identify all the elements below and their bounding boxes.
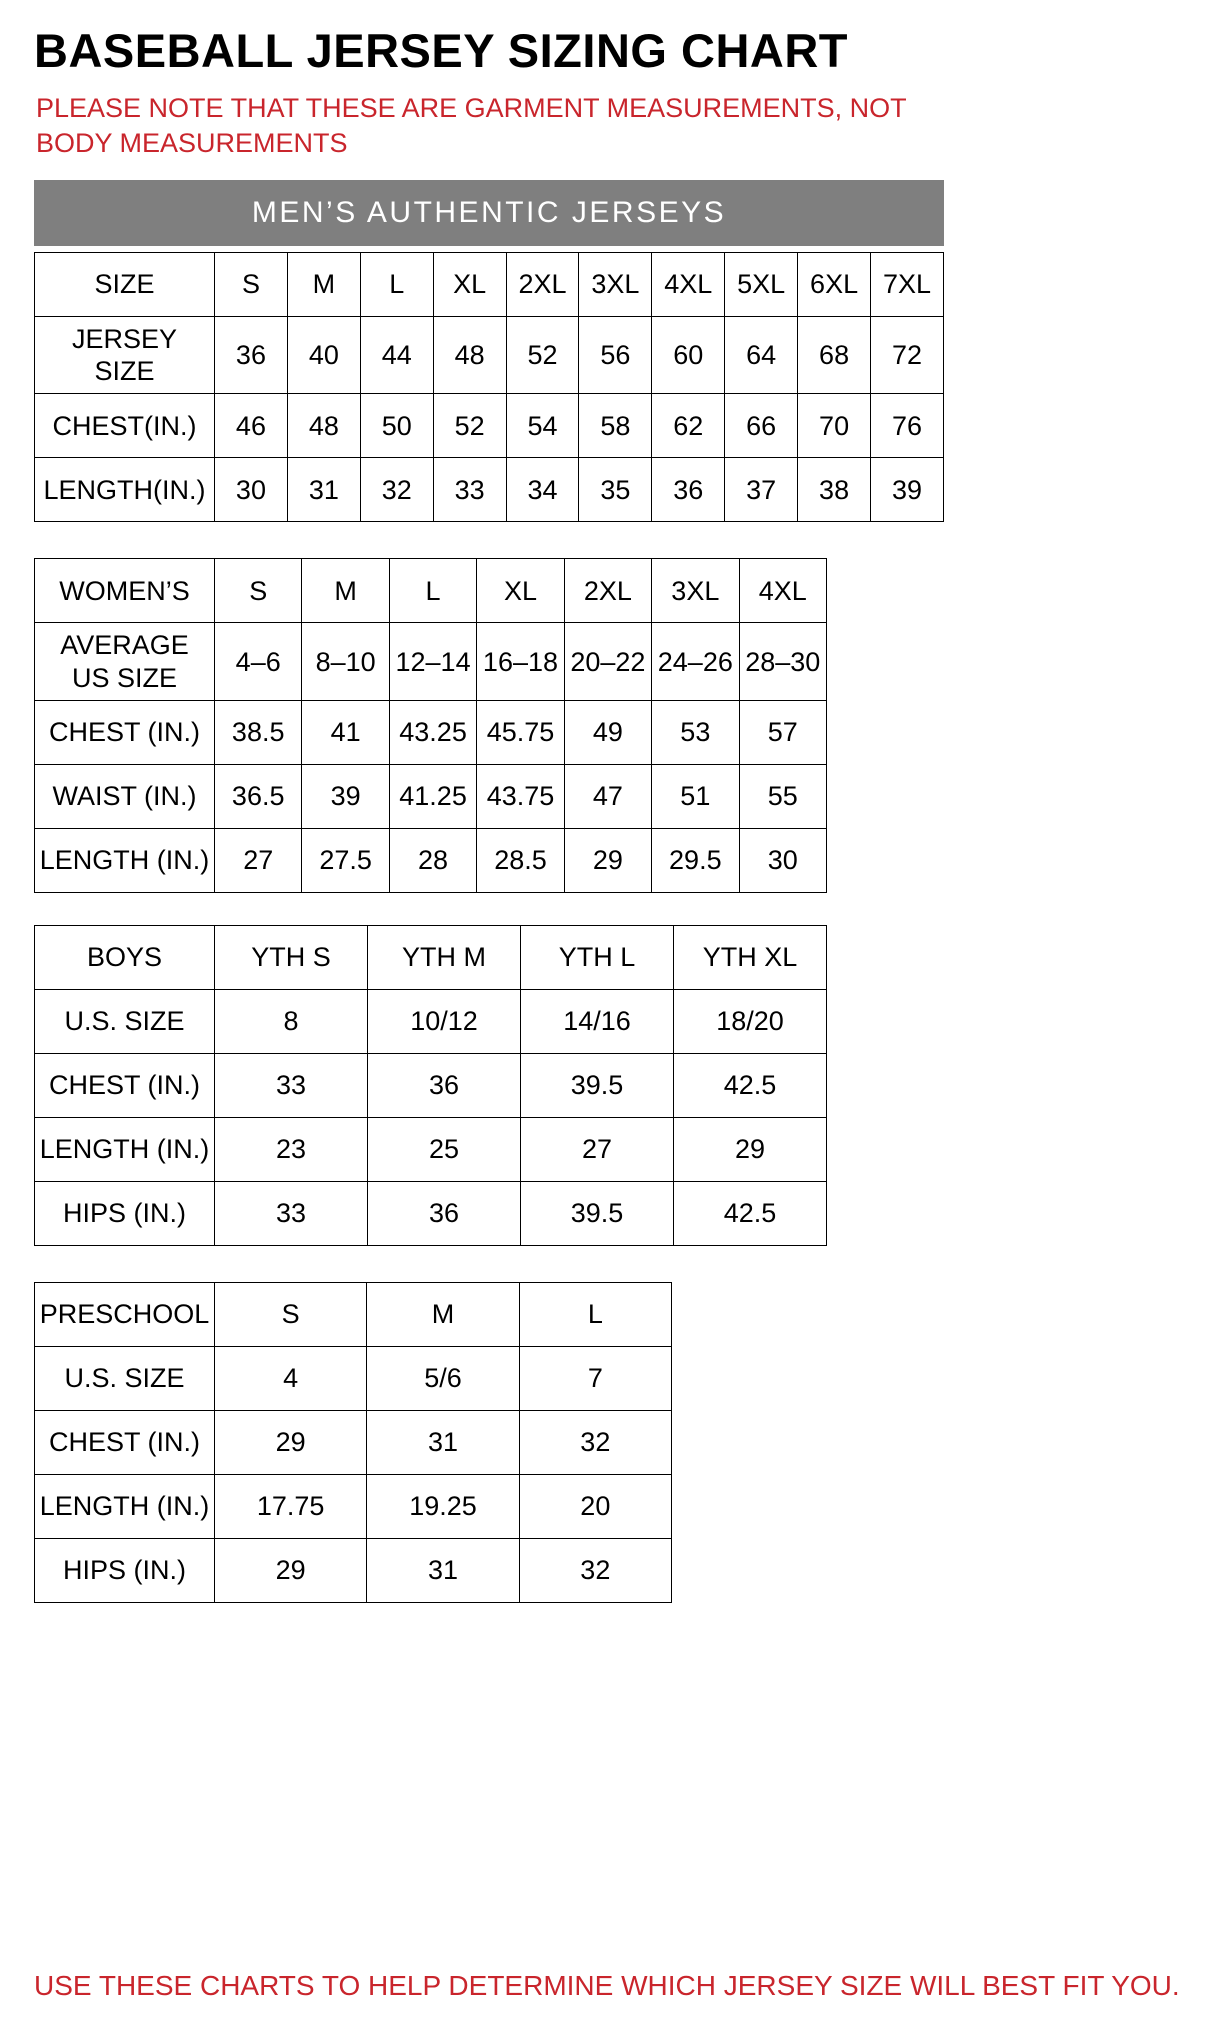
column-header: S bbox=[215, 1283, 367, 1347]
table-row bbox=[35, 1118, 827, 1182]
table-cell: 16–18 bbox=[477, 623, 564, 701]
preschool-table-label: PRESCHOOL bbox=[35, 1283, 215, 1347]
table-cell: 39.5 bbox=[521, 1182, 674, 1246]
table-cell: 27.5 bbox=[302, 829, 389, 893]
table-cell: 38 bbox=[798, 458, 871, 522]
table-cell: 10/12 bbox=[368, 990, 521, 1054]
table-cell: 33 bbox=[215, 1054, 368, 1118]
table-cell: 30 bbox=[215, 458, 288, 522]
table-row bbox=[35, 1411, 672, 1475]
table-cell: 58 bbox=[579, 394, 652, 458]
table-cell: 20–22 bbox=[564, 623, 651, 701]
table-row bbox=[35, 701, 827, 765]
row-label: WAIST (IN.) bbox=[35, 765, 215, 829]
table-cell: 27 bbox=[215, 829, 302, 893]
table-cell: 76 bbox=[871, 394, 944, 458]
table-cell: 29 bbox=[215, 1411, 367, 1475]
table-cell: 25 bbox=[368, 1118, 521, 1182]
table-cell: 35 bbox=[579, 458, 652, 522]
preschool-header-row bbox=[35, 1283, 672, 1347]
table-cell: 28–30 bbox=[739, 623, 826, 701]
table-cell: 37 bbox=[725, 458, 798, 522]
column-header: S bbox=[215, 559, 302, 623]
column-header: 3XL bbox=[652, 559, 739, 623]
table-cell: 39 bbox=[302, 765, 389, 829]
column-header: YTH L bbox=[521, 926, 674, 990]
column-header: L bbox=[389, 559, 476, 623]
row-label: HIPS (IN.) bbox=[35, 1539, 215, 1603]
table-cell: 55 bbox=[739, 765, 826, 829]
boys-table-label: BOYS bbox=[35, 926, 215, 990]
row-label: LENGTH(IN.) bbox=[35, 458, 215, 522]
table-cell: 39.5 bbox=[521, 1054, 674, 1118]
table-cell: 41.25 bbox=[389, 765, 476, 829]
column-header: 6XL bbox=[798, 252, 871, 316]
table-cell: 32 bbox=[519, 1411, 671, 1475]
table-cell: 51 bbox=[652, 765, 739, 829]
table-cell: 23 bbox=[215, 1118, 368, 1182]
row-label: AVERAGE US SIZE bbox=[35, 623, 215, 701]
column-header: 2XL bbox=[564, 559, 651, 623]
table-cell: 68 bbox=[798, 316, 871, 394]
column-header: S bbox=[215, 252, 288, 316]
table-cell: 24–26 bbox=[652, 623, 739, 701]
table-cell: 4–6 bbox=[215, 623, 302, 701]
table-cell: 4 bbox=[215, 1347, 367, 1411]
boys-sizing-table bbox=[34, 925, 827, 1246]
table-cell: 27 bbox=[521, 1118, 674, 1182]
table-cell: 46 bbox=[215, 394, 288, 458]
womens-sizing-table bbox=[34, 558, 827, 893]
table-cell: 33 bbox=[215, 1182, 368, 1246]
row-label: CHEST(IN.) bbox=[35, 394, 215, 458]
table-cell: 64 bbox=[725, 316, 798, 394]
table-cell: 28.5 bbox=[477, 829, 564, 893]
column-header: 4XL bbox=[739, 559, 826, 623]
table-cell: 33 bbox=[433, 458, 506, 522]
table-row bbox=[35, 316, 944, 394]
table-cell: 48 bbox=[287, 394, 360, 458]
mens-table-banner: MEN’S AUTHENTIC JERSEYS bbox=[34, 180, 944, 246]
table-cell: 29 bbox=[564, 829, 651, 893]
table-cell: 17.75 bbox=[215, 1475, 367, 1539]
table-cell: 41 bbox=[302, 701, 389, 765]
table-cell: 32 bbox=[360, 458, 433, 522]
table-row bbox=[35, 1539, 672, 1603]
footer-note: USE THESE CHARTS TO HELP DETERMINE WHICH JERSEY SIZE WILL BEST FIT YOU. bbox=[34, 1970, 1180, 2002]
table-row bbox=[35, 829, 827, 893]
mens-sizing-table bbox=[34, 252, 944, 523]
column-header: YTH M bbox=[368, 926, 521, 990]
table-cell: 56 bbox=[579, 316, 652, 394]
table-cell: 50 bbox=[360, 394, 433, 458]
table-cell: 8 bbox=[215, 990, 368, 1054]
column-header: M bbox=[287, 252, 360, 316]
column-header: 2XL bbox=[506, 252, 579, 316]
table-cell: 31 bbox=[367, 1539, 519, 1603]
column-header: XL bbox=[477, 559, 564, 623]
table-cell: 29 bbox=[215, 1539, 367, 1603]
column-header: M bbox=[367, 1283, 519, 1347]
column-header: YTH XL bbox=[674, 926, 827, 990]
table-cell: 52 bbox=[433, 394, 506, 458]
row-label: LENGTH (IN.) bbox=[35, 1118, 215, 1182]
column-header: XL bbox=[433, 252, 506, 316]
column-header: 5XL bbox=[725, 252, 798, 316]
table-cell: 72 bbox=[871, 316, 944, 394]
table-cell: 36 bbox=[368, 1054, 521, 1118]
table-cell: 8–10 bbox=[302, 623, 389, 701]
table-row bbox=[35, 1475, 672, 1539]
column-header: 7XL bbox=[871, 252, 944, 316]
table-cell: 47 bbox=[564, 765, 651, 829]
table-row bbox=[35, 990, 827, 1054]
table-cell: 31 bbox=[367, 1411, 519, 1475]
table-cell: 48 bbox=[433, 316, 506, 394]
column-header: L bbox=[360, 252, 433, 316]
table-cell: 36 bbox=[368, 1182, 521, 1246]
table-cell: 54 bbox=[506, 394, 579, 458]
table-row bbox=[35, 458, 944, 522]
table-cell: 62 bbox=[652, 394, 725, 458]
table-row bbox=[35, 1054, 827, 1118]
table-cell: 30 bbox=[739, 829, 826, 893]
garment-measurements-note: PLEASE NOTE THAT THESE ARE GARMENT MEASUREMENTS, NOT BODY MEASUREMENTS bbox=[36, 93, 907, 159]
table-cell: 36 bbox=[215, 316, 288, 394]
table-cell: 40 bbox=[287, 316, 360, 394]
table-cell: 42.5 bbox=[674, 1054, 827, 1118]
column-header: M bbox=[302, 559, 389, 623]
table-cell: 66 bbox=[725, 394, 798, 458]
table-cell: 42.5 bbox=[674, 1182, 827, 1246]
table-cell: 14/16 bbox=[521, 990, 674, 1054]
table-cell: 29.5 bbox=[652, 829, 739, 893]
table-cell: 60 bbox=[652, 316, 725, 394]
table-cell: 31 bbox=[287, 458, 360, 522]
table-cell: 49 bbox=[564, 701, 651, 765]
table-cell: 19.25 bbox=[367, 1475, 519, 1539]
table-row bbox=[35, 623, 827, 701]
table-cell: 39 bbox=[871, 458, 944, 522]
table-cell: 18/20 bbox=[674, 990, 827, 1054]
table-cell: 53 bbox=[652, 701, 739, 765]
row-label: JERSEY SIZE bbox=[35, 316, 215, 394]
row-label: U.S. SIZE bbox=[35, 990, 215, 1054]
page-title: BASEBALL JERSEY SIZING CHART bbox=[34, 24, 848, 77]
table-cell: 20 bbox=[519, 1475, 671, 1539]
column-header: 4XL bbox=[652, 252, 725, 316]
table-cell: 28 bbox=[389, 829, 476, 893]
row-label: LENGTH (IN.) bbox=[35, 829, 215, 893]
table-cell: 29 bbox=[674, 1118, 827, 1182]
womens-header-row bbox=[35, 559, 827, 623]
row-label: CHEST (IN.) bbox=[35, 1054, 215, 1118]
table-row bbox=[35, 765, 827, 829]
table-cell: 52 bbox=[506, 316, 579, 394]
table-cell: 43.25 bbox=[389, 701, 476, 765]
table-cell: 36 bbox=[652, 458, 725, 522]
table-cell: 43.75 bbox=[477, 765, 564, 829]
table-cell: 36.5 bbox=[215, 765, 302, 829]
table-cell: 7 bbox=[519, 1347, 671, 1411]
table-cell: 44 bbox=[360, 316, 433, 394]
column-header: 3XL bbox=[579, 252, 652, 316]
table-cell: 12–14 bbox=[389, 623, 476, 701]
row-label: HIPS (IN.) bbox=[35, 1182, 215, 1246]
mens-header-row bbox=[35, 252, 944, 316]
table-cell: 34 bbox=[506, 458, 579, 522]
boys-header-row bbox=[35, 926, 827, 990]
table-cell: 57 bbox=[739, 701, 826, 765]
table-row bbox=[35, 1347, 672, 1411]
mens-table-label: SIZE bbox=[35, 252, 215, 316]
row-label: CHEST (IN.) bbox=[35, 1411, 215, 1475]
table-cell: 45.75 bbox=[477, 701, 564, 765]
table-row bbox=[35, 394, 944, 458]
womens-table-label: WOMEN’S bbox=[35, 559, 215, 623]
row-label: U.S. SIZE bbox=[35, 1347, 215, 1411]
table-row bbox=[35, 1182, 827, 1246]
table-cell: 32 bbox=[519, 1539, 671, 1603]
row-label: LENGTH (IN.) bbox=[35, 1475, 215, 1539]
table-cell: 5/6 bbox=[367, 1347, 519, 1411]
preschool-sizing-table bbox=[34, 1282, 672, 1603]
column-header: L bbox=[519, 1283, 671, 1347]
row-label: CHEST (IN.) bbox=[35, 701, 215, 765]
table-cell: 70 bbox=[798, 394, 871, 458]
column-header: YTH S bbox=[215, 926, 368, 990]
table-cell: 38.5 bbox=[215, 701, 302, 765]
